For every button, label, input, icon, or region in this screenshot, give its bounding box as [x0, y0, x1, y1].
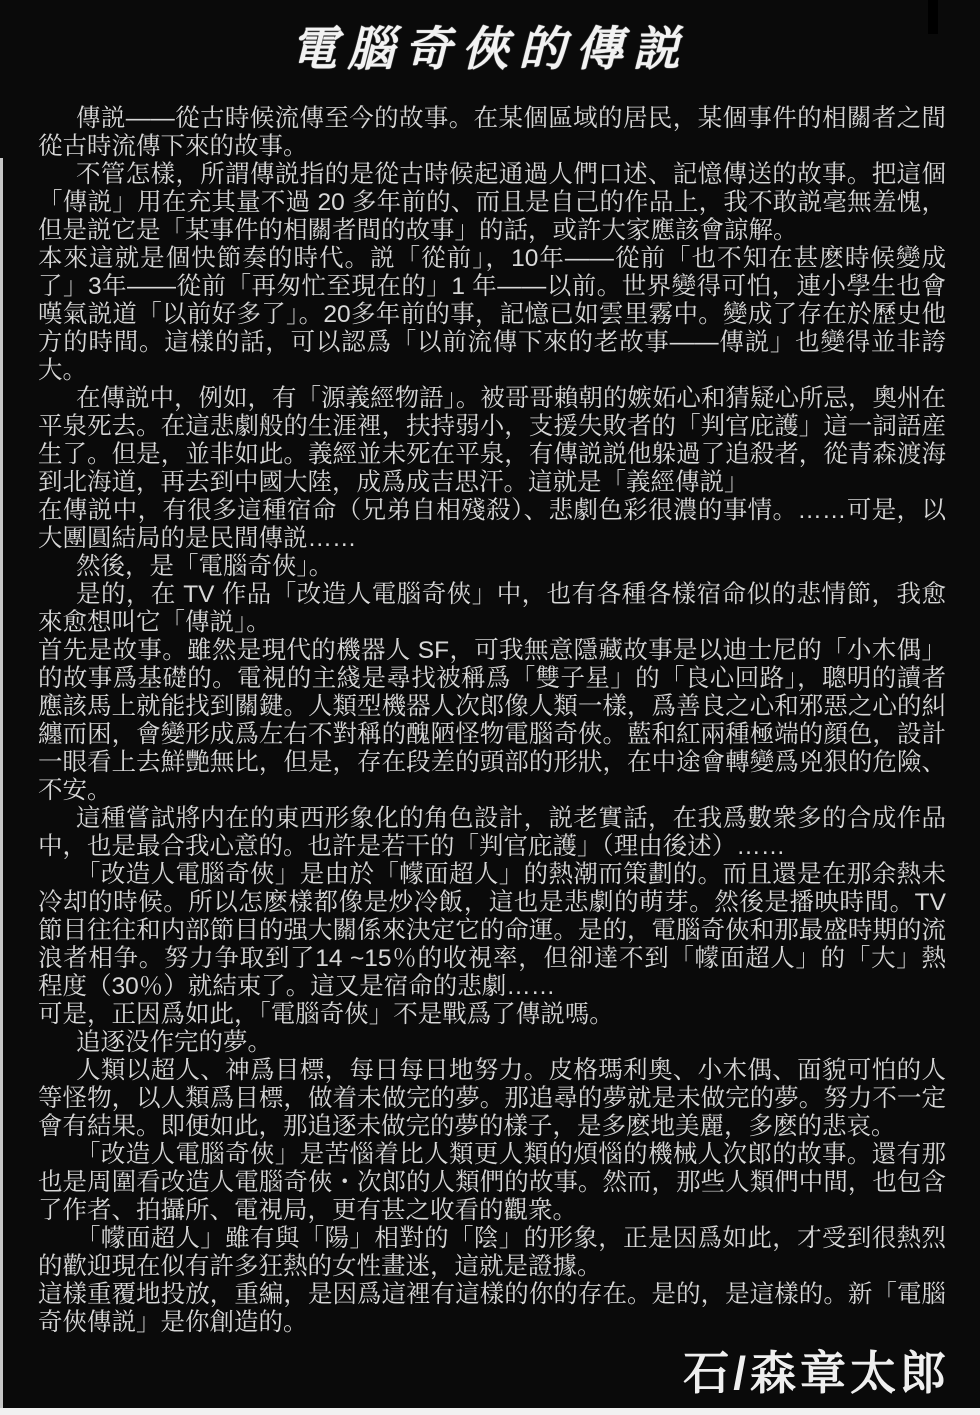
paragraph: 不管怎樣，所謂傳説指的是從古時候起通過人們口述、記憶傳送的故事。把這個「傳説」用在充其量不過 20 多年前的、而且是自己的作品上，我不敢説毫無羞愧，但是説它是「某事件的相關者間的故事」的話，或許大家應該會諒解。 — [38, 161, 946, 244]
paragraph: 是的，在 TV 作品「改造人電腦奇俠」中，也有各種各樣宿命似的悲情節，我愈來愈想叫它「傳説」。 — [38, 581, 946, 636]
paragraph: 這種嘗試將内在的東西形象化的角色設計，説老實話，在我爲數衆多的合成作品中，也是最合我心意的。也許是若干的「判官庇護」（理由後述）…… — [38, 805, 946, 860]
page-title: 電腦奇俠的傳説 — [290, 22, 690, 75]
paragraph: 「改造人電腦奇俠」是苦惱着比人類更人類的煩惱的機械人次郎的故事。還有那也是周圍看改造人電腦奇俠・次郎的人類們的故事。然而，那些人類們中間，也包含了作者、拍攝所、電視局，更有甚之收看的觀衆。 — [38, 1141, 946, 1224]
author-signature: 石/森章太郎 — [683, 1347, 950, 1399]
paragraph: 這樣重覆地投放，重編，是因爲這裡有這樣的你的存在。是的，是這樣的。新「電腦奇俠傳説」是你創造的。 — [38, 1281, 946, 1336]
scan-artifact-top — [928, 0, 938, 34]
paragraph: 追逐没作完的夢。 — [75, 1029, 272, 1056]
paragraph: 本來這就是個快節奏的時代。説「從前」，10年——從前「也不知在甚麽時候變成了」3年——從前「再匆忙至現在的」1 年——以前。世界變得可怕，連小學生也會嘆氣説道「以前好多了」。20多年前的事，記憶已如雲里霧中。變成了存在於歷史他方的時間。這樣的話，可以認爲「以前流傳下來的老故事——傳説」也變得並非誇大。 — [38, 245, 946, 384]
paragraph: 「改造人電腦奇俠」是由於「幪面超人」的熱潮而策劃的。而且還是在那余熱未冷却的時候。所以怎麽樣都像是炒冷飯，這也是悲劇的萌芽。然後是播映時間。TV節目往往和内部節目的强大關係來決定它的命運。是的，電腦奇俠和那最盛時期的流浪者相争。努力争取到了14 ~15％的收視率，但卻達不到「幪面超人」的「大」熱程度（30％）就結束了。這又是宿命的悲劇…… — [38, 861, 946, 1000]
scan-artifact-left-edge — [0, 158, 3, 1415]
paragraph: 然後，是「電腦奇俠」。 — [75, 553, 334, 580]
article-body — [0, 79, 980, 1337]
paragraph: 傳説——從古時候流傳至今的故事。在某個區域的居民，某個事件的相關者之間從古時流傳下來的故事。 — [38, 105, 946, 160]
paragraph: 可是，正因爲如此，「電腦奇俠」不是戰爲了傳説嗎。 — [38, 1001, 614, 1028]
paragraph: 「幪面超人」雖有與「陽」相對的「陰」的形象，正是因爲如此，才受到很熱烈的歡迎現在似有許多狂熱的女性畫迷，這就是證據。 — [38, 1225, 946, 1280]
paragraph: 人類以超人、神爲目標，每日每日地努力。皮格瑪利奧、小木偶、面貌可怕的人等怪物，以人類爲目標，做着未做完的夢。那追尋的夢就是未做完的夢。努力不一定會有結果。即便如此，那追逐未做完的夢的樣子，是多麽地美麗，多麽的悲哀。 — [38, 1057, 946, 1140]
paragraph: 首先是故事。雖然是現代的機器人 SF，可我無意隱藏故事是以迪士尼的「小木偶」的故事爲基礎的。電視的主綫是尋找被稱爲「雙子星」的「良心回路」，聰明的讀者應該馬上就能找到關鍵。人類型機器人次郎像人類一樣，爲善良之心和邪惡之心的糾纏而困，會變形成爲左右不對稱的醜陋怪物電腦奇俠。藍和紅兩種極端的顔色，設計一眼看上去鮮艷無比，但是，存在段差的頭部的形狀，在中途會轉變爲兇狠的危險、不安。 — [38, 637, 946, 804]
paragraph: 在傳説中，有很多這種宿命（兄弟自相殘殺）、悲劇色彩很濃的事情。……可是，以大團圓結局的是民間傳説…… — [38, 497, 946, 552]
scan-artifact-bottom-edge — [0, 1408, 980, 1415]
paragraph: 在傳説中，例如，有「源義經物語」。被哥哥賴朝的嫉妬心和猜疑心所忌，奧州在平泉死去。在這悲劇般的生涯裡，扶持弱小，支援失敗者的「判官庇護」這一詞語産生了。但是，並非如此。義經並未死在平泉，有傳説説他躲過了追殺者，從青森渡海到北海道，再去到中國大陸，成爲成吉思汗。這就是「義經傳説」 — [38, 385, 946, 496]
